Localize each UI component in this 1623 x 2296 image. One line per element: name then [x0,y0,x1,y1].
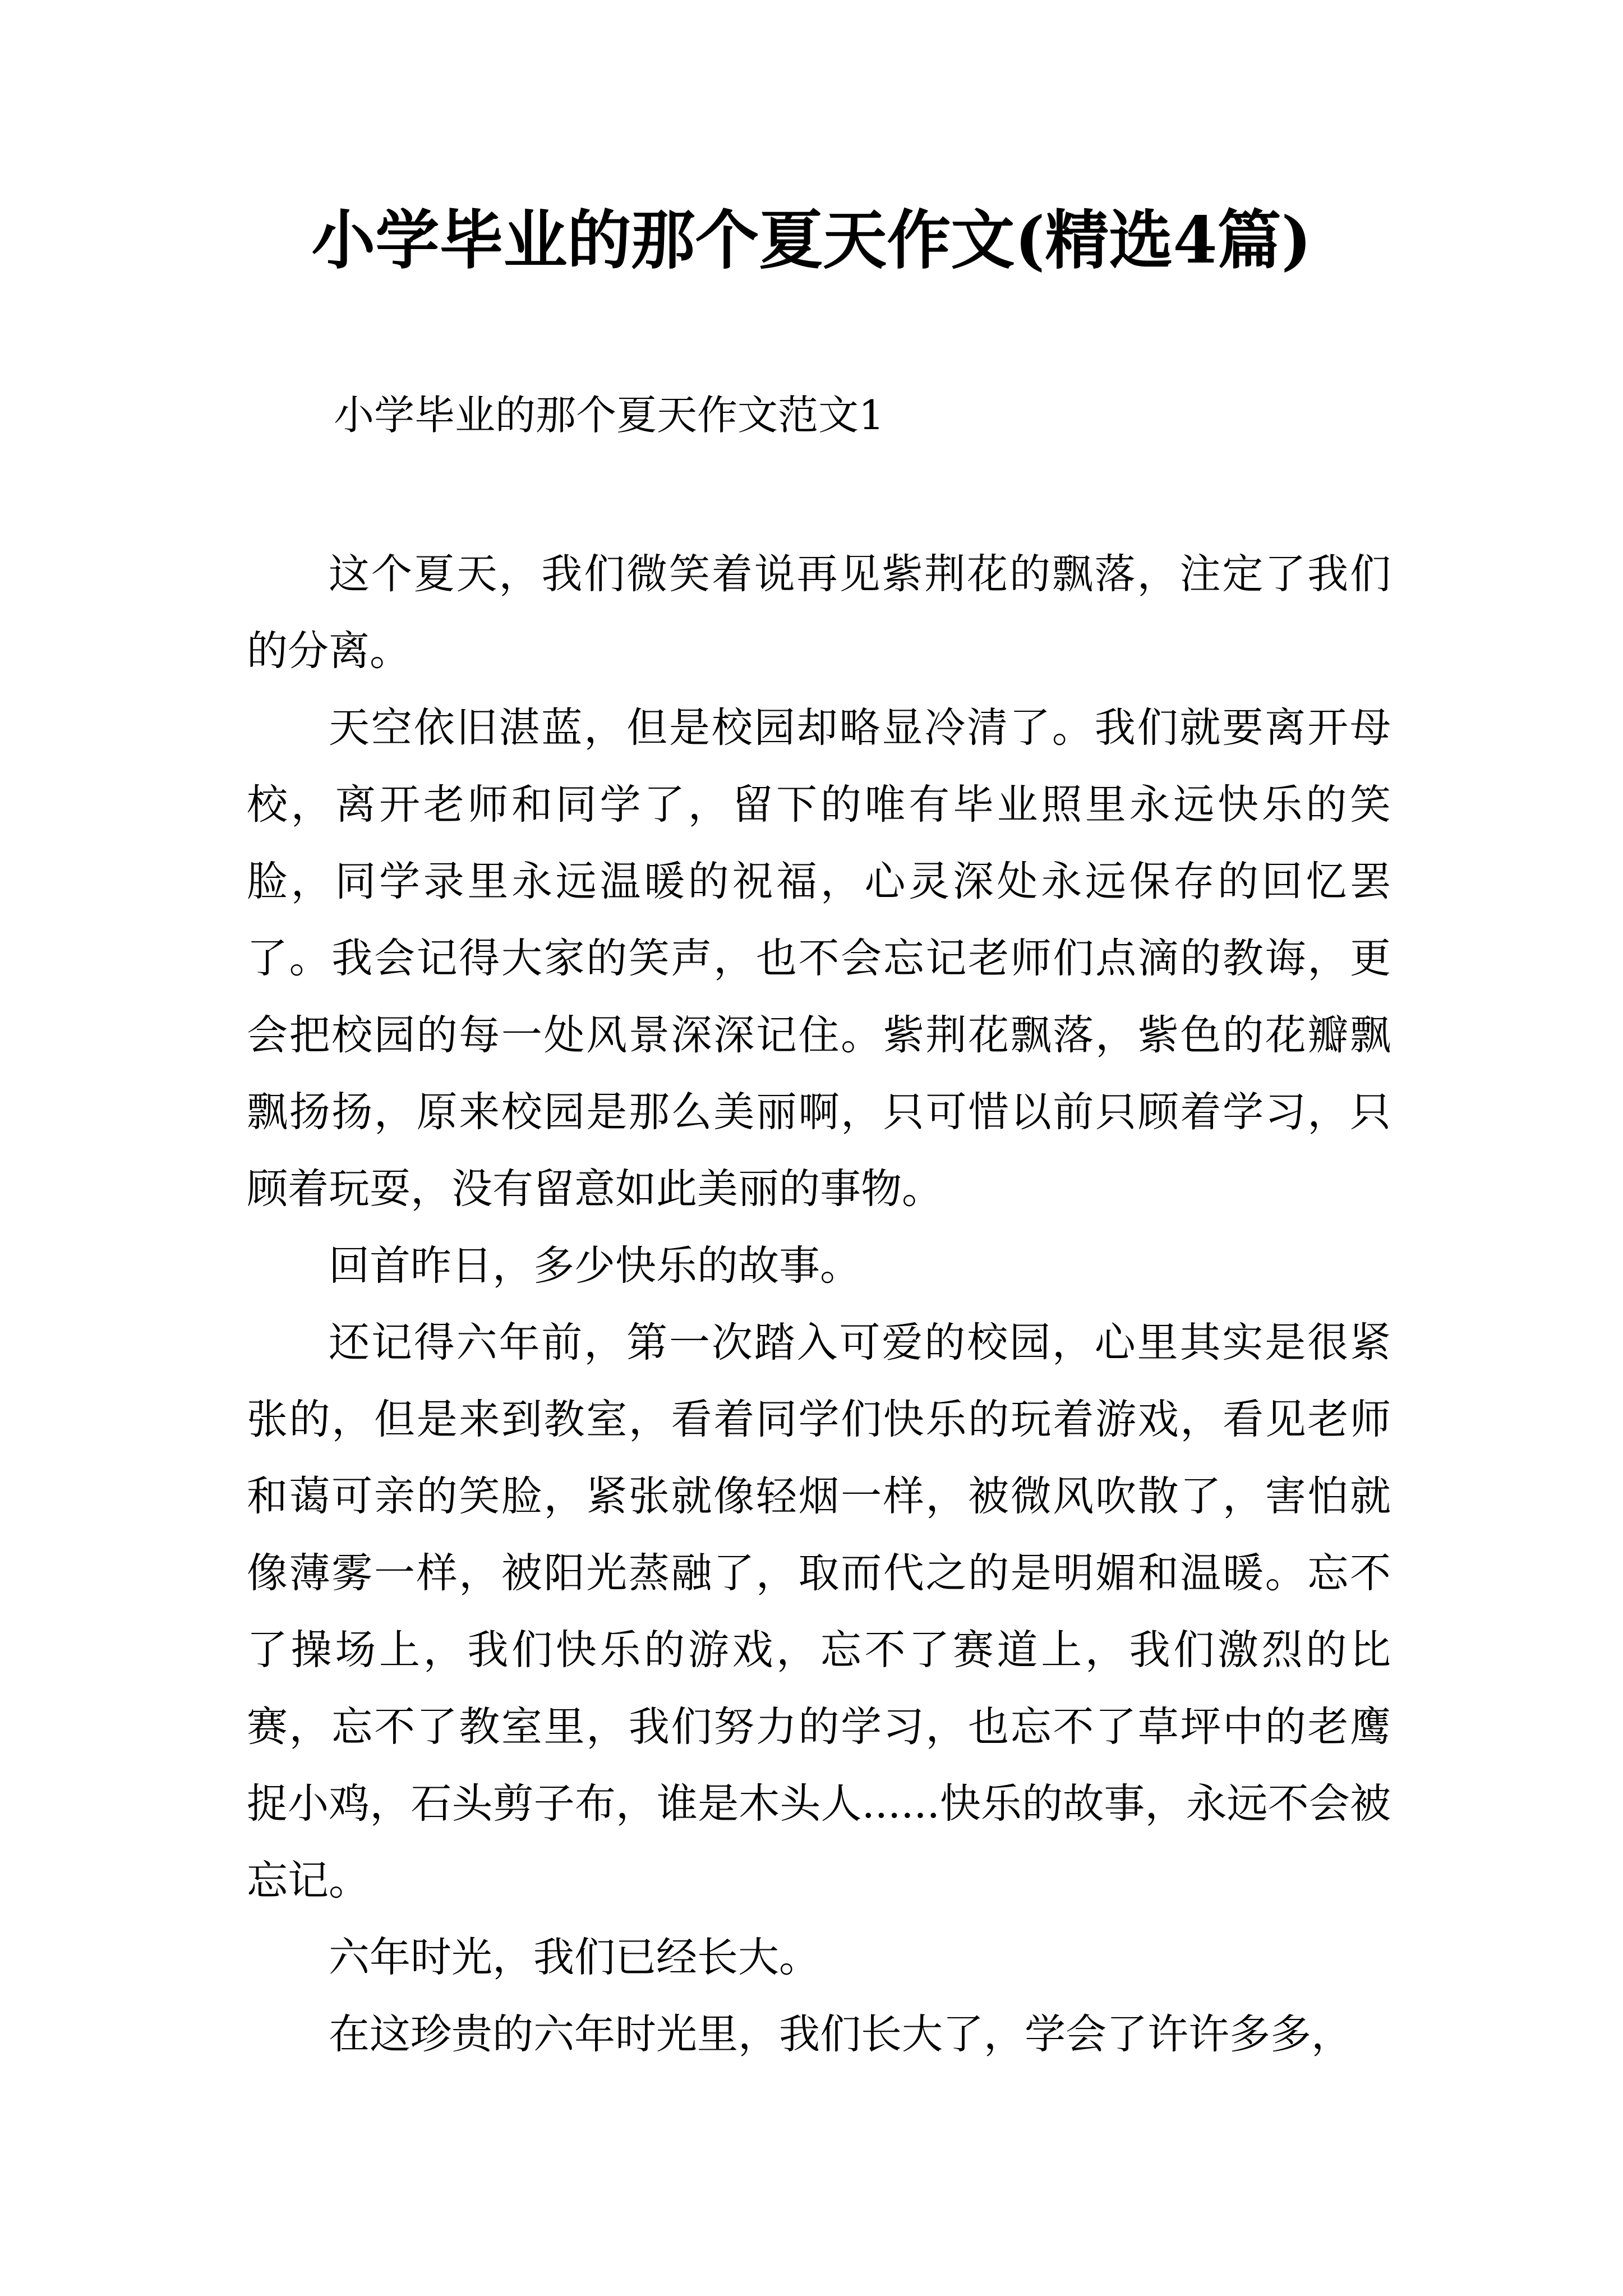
paragraph: 回首昨日，多少快乐的故事。 [329,1242,861,1290]
body-text [247,536,1391,2073]
paragraph: 这个夏天，我们微笑着说再见紫荆花的飘落，注定了我们的分离。 [247,550,1391,675]
section-heading: 小学毕业的那个夏天作文范文1 [334,392,884,439]
paragraph: 在这珍贵的六年时光里，我们长大了，学会了许许多多， [329,2010,1352,2058]
paragraph: 还记得六年前，第一次踏入可爱的校园，心里其实是很紧张的，但是来到教室，看着同学们快乐的玩着游戏，看见老师和蔼可亲的笑脸，紧张就像轻烟一样，被微风吹散了，害怕就像薄雾一样，被阳光蒸融了，取而代之的是明媚和温暖。忘不了操场上，我们快乐的游戏，忘不了赛道上，我们激烈的比赛，忘不了教室里，我们努力的学习，也忘不了草坪中的老鹰捉小鸡，石头剪子布，谁是木头人......快乐的故事，永远不会被忘记。 [247,1319,1391,1904]
document-title: 小学毕业的那个夏天作文(精选4篇) [311,203,1312,278]
paragraph: 六年时光，我们已经长大。 [329,1934,820,1981]
paragraph: 天空依旧湛蓝，但是校园却略显冷清了。我们就要离开母校，离开老师和同学了，留下的唯有毕业照里永远快乐的笑脸，同学录里永远温暖的祝福，心灵深处永远保存的回忆罢了。我会记得大家的笑声，也不会忘记老师们点滴的教诲，更会把校园的每一处风景深深记住。紫荆花飘落，紫色的花瓣飘飘扬扬，原来校园是那么美丽啊，只可惜以前只顾着学习，只顾着玩耍，没有留意如此美丽的事物。 [247,704,1391,1213]
